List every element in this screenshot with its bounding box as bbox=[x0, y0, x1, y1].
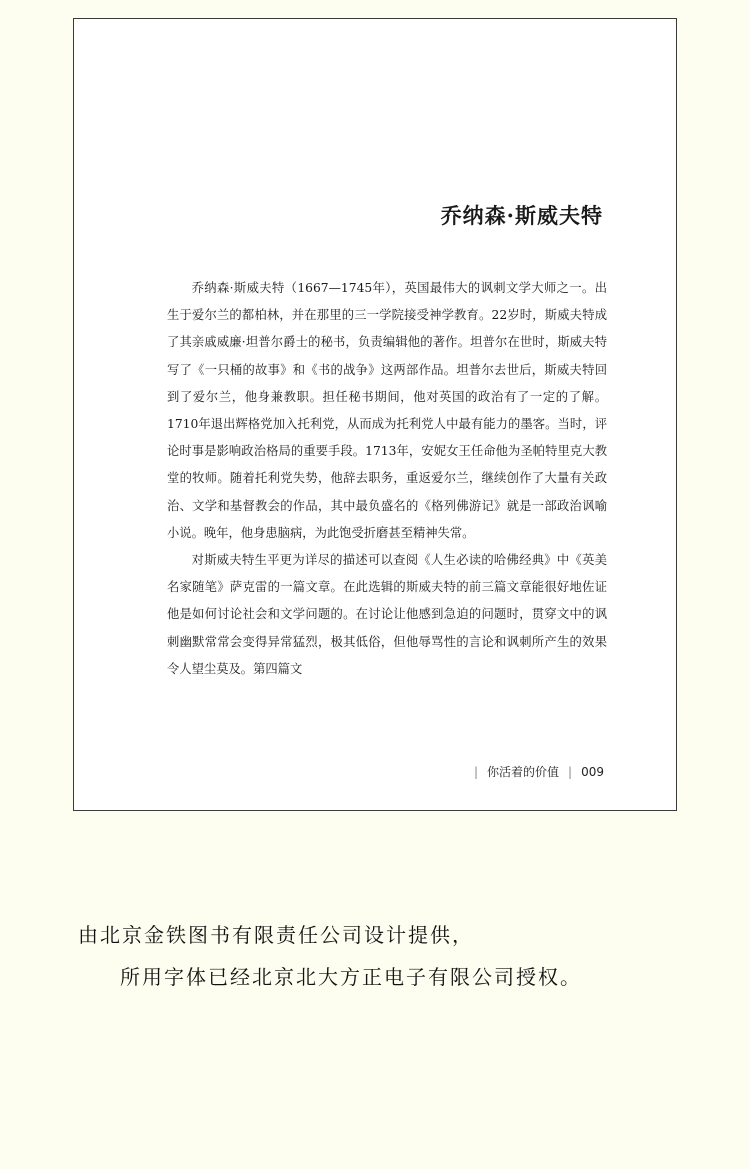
page-number: 009 bbox=[581, 764, 604, 779]
page-footer bbox=[474, 763, 604, 780]
credits-line-1: 由北京金铁图书有限责任公司设计提供， bbox=[78, 923, 474, 947]
credits-notice bbox=[78, 914, 582, 998]
paragraph-1: 乔纳森·斯威夫特（1667—1745年），英国最伟大的讽刺文学大师之一。出生于爱尔兰的都柏林，并在那里的三一学院接受神学教育。22岁时，斯威夫特成了其亲戚威廉·坦普尔爵士的秘书，负责编辑他的著作。坦普尔在世时，斯威夫特写了《一只桶的故事》和《书的战争》这两部作品。坦普尔去世后，斯威夫特回到了爱尔兰，他身兼教职。担任秘书期间，他对英国的政治有了一定的了解。1710年退出辉格党加入托利党，从而成为托利党人中最有能力的墨客。当时，评论时事是影响政治格局的重要手段。1713年，安妮女王任命他为圣帕特里克大教堂的牧师。随着托利党失势，他辞去职务，重返爱尔兰，继续创作了大量有关政治、文学和基督教会的作品，其中最负盛名的《格列佛游记》就是一部政治讽喻小说。晚年，他身患脑病，为此饱受折磨甚至精神失常。 bbox=[167, 281, 607, 540]
footer-separator-left: | bbox=[473, 764, 479, 779]
paragraph-2: 对斯威夫特生平更为详尽的描述可以查阅《人生必读的哈佛经典》中《英美名家随笔》萨克雷的一篇文章。在此选辑的斯威夫特的前三篇文章能很好地佐证他是如何讨论社会和文学问题的。在讨论让他感到急迫的问题时，贯穿文中的讽刺幽默常常会变得异常猛烈，极其低俗，但他辱骂性的言论和讽刺所产生的效果令人望尘莫及。第四篇文 bbox=[167, 553, 607, 676]
footer-separator-right: | bbox=[568, 764, 573, 779]
book-page bbox=[73, 18, 677, 811]
running-book-title: 你活着的价值 bbox=[487, 765, 560, 779]
credits-line-2: 所用字体已经北京北大方正电子有限公司授权。 bbox=[120, 965, 582, 989]
chapter-title: 乔纳森·斯威夫特 bbox=[440, 203, 603, 228]
body-text bbox=[167, 275, 607, 683]
